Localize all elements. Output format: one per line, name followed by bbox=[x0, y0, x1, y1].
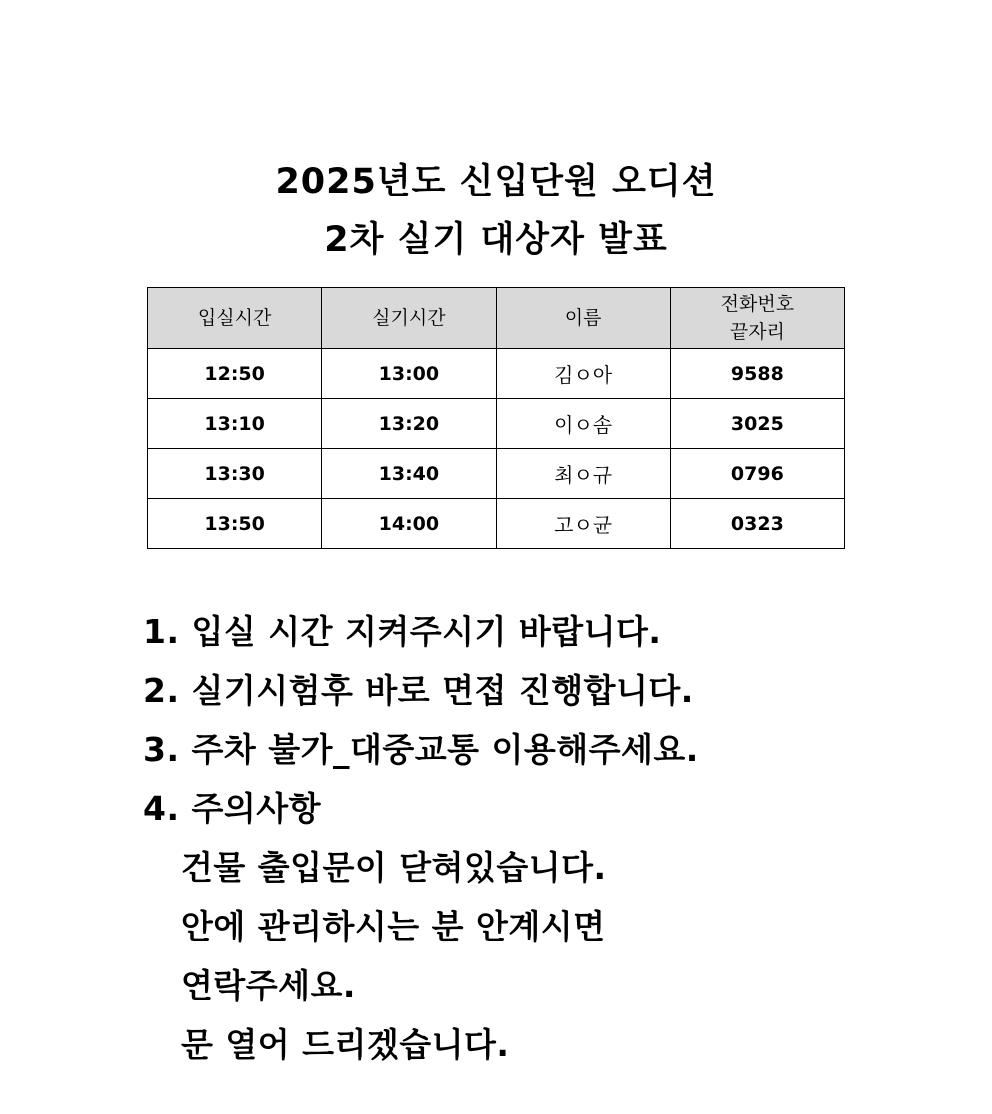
table-row bbox=[148, 349, 845, 399]
cell-practical-time: 13:00 bbox=[322, 349, 496, 399]
cell-phone: 3025 bbox=[670, 399, 844, 449]
cell-entry-time: 12:50 bbox=[148, 349, 322, 399]
header-phone-line1: 전화번호 bbox=[720, 293, 795, 315]
notice-item-caution: 4. 주의사항 bbox=[143, 789, 321, 828]
cell-entry-time: 13:10 bbox=[148, 399, 322, 449]
cell-name: 이ㅇ솜 bbox=[496, 399, 670, 449]
table-row bbox=[148, 499, 845, 549]
cell-practical-time: 13:20 bbox=[322, 399, 496, 449]
cell-phone: 0796 bbox=[670, 449, 844, 499]
cell-phone: 9588 bbox=[670, 349, 844, 399]
cell-name: 최ㅇ규 bbox=[496, 449, 670, 499]
cell-name: 김ㅇ아 bbox=[496, 349, 670, 399]
schedule-table bbox=[147, 287, 845, 549]
caution-detail: 안에 관리하시는 분 안계시면 bbox=[181, 907, 606, 946]
header-practical-time: 실기시간 bbox=[322, 288, 496, 349]
cell-entry-time: 13:50 bbox=[148, 499, 322, 549]
cell-phone: 0323 bbox=[670, 499, 844, 549]
notice-list bbox=[143, 602, 963, 1074]
notice-item-entry-time: 1. 입실 시간 지켜주시기 바랍니다. bbox=[143, 612, 662, 651]
cell-name: 고ㅇ균 bbox=[496, 499, 670, 549]
header-name: 이름 bbox=[496, 288, 670, 349]
notice-item-interview: 2. 실기시험후 바로 면접 진행합니다. bbox=[143, 671, 694, 710]
caution-detail: 문 열어 드리겠습니다. bbox=[181, 1025, 510, 1064]
caution-detail: 연락주세요. bbox=[181, 966, 356, 1005]
table-row bbox=[148, 449, 845, 499]
page-title: 2025년도 신입단원 오디션 bbox=[275, 162, 717, 202]
header-entry-time: 입실시간 bbox=[148, 288, 322, 349]
cell-entry-time: 13:30 bbox=[148, 449, 322, 499]
table-row bbox=[148, 399, 845, 449]
table-header-row bbox=[148, 288, 845, 349]
notice-item-parking: 3. 주차 불가_대중교통 이용해주세요. bbox=[143, 730, 699, 769]
cell-practical-time: 14:00 bbox=[322, 499, 496, 549]
page-subtitle: 2차 실기 대상자 발표 bbox=[324, 220, 668, 260]
caution-detail: 건물 출입문이 닫혀있습니다. bbox=[181, 848, 607, 887]
header-phone-line2: 끝자리 bbox=[729, 321, 785, 343]
cell-practical-time: 13:40 bbox=[322, 449, 496, 499]
header-phone bbox=[670, 288, 844, 349]
